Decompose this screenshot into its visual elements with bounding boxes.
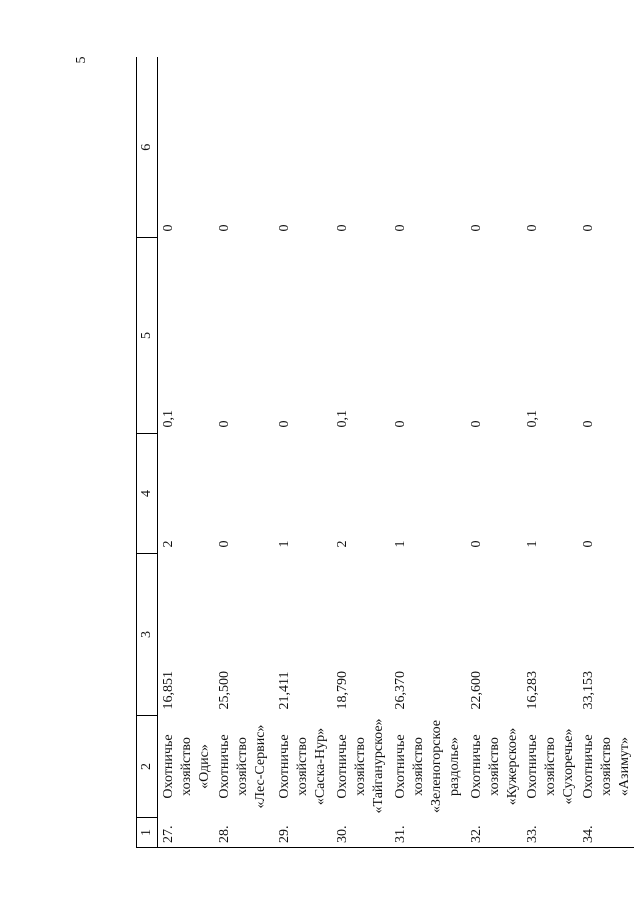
row-name: Охотничье хозяйство «Тайганурское» <box>335 718 386 814</box>
row-value-col5: 0,1 <box>161 410 176 428</box>
row-value-col4: 0 <box>469 540 484 548</box>
row-value-col5: 0 <box>393 420 408 428</box>
row-value-col4: 1 <box>277 540 292 548</box>
header-cell: 4 <box>137 434 158 554</box>
row-number: 31. <box>390 818 466 848</box>
row-value-col4: 2 <box>161 540 176 548</box>
row-name: Охотничье хозяйство «Лес-Сервис» <box>217 724 268 809</box>
row-name: Охотничье хозяйство «Зеленогорское раздолье» <box>393 720 462 814</box>
row-value-col5: 0 <box>469 420 484 428</box>
row-value-col5: 0 <box>277 420 292 428</box>
row-name: Охотничье хозяйство «Сухоречье» <box>525 728 576 805</box>
page-number: 5 <box>74 56 89 64</box>
row-value-col4: 1 <box>393 540 408 548</box>
row-value-col4: 0 <box>217 540 232 548</box>
header-cell: 2 <box>137 716 158 818</box>
row-value-col6: 0 <box>217 224 232 232</box>
row-number: 34. <box>578 818 634 848</box>
table-row <box>158 58 215 848</box>
data-table-rotated <box>136 58 636 848</box>
row-value-col6: 0 <box>581 224 596 232</box>
row-value-col3: 25,500 <box>217 671 232 710</box>
row-value-col3: 16,851 <box>161 671 176 710</box>
row-number: 27. <box>158 818 215 848</box>
row-number: 33. <box>522 818 578 848</box>
row-number: 30. <box>332 818 390 848</box>
row-value-col5: 0 <box>217 420 232 428</box>
table-row <box>522 58 578 848</box>
row-value-col4: 1 <box>525 540 540 548</box>
row-name: Охотничье хозяйство «Кужерское» <box>469 727 520 806</box>
row-number: 28. <box>214 818 274 848</box>
row-value-col6: 0 <box>525 224 540 232</box>
table-row <box>214 58 274 848</box>
table-row <box>274 58 332 848</box>
table-row <box>466 58 522 848</box>
row-number: 32. <box>466 818 522 848</box>
row-name: Охотничье хозяйство «Азимут» <box>581 734 632 799</box>
header-cell: 6 <box>137 58 158 238</box>
row-value-col5: 0,1 <box>335 410 350 428</box>
row-number: 29. <box>274 818 332 848</box>
row-value-col6: 0 <box>277 224 292 232</box>
data-table <box>136 58 634 849</box>
row-value-col5: 0 <box>581 420 596 428</box>
header-cell: 1 <box>137 818 158 848</box>
row-value-col3: 21,411 <box>277 671 292 710</box>
row-value-col5: 0,1 <box>525 410 540 428</box>
row-name: Охотничье хозяйство «Саска-Нур» <box>277 727 328 806</box>
table-header-row <box>137 58 158 848</box>
header-cell: 3 <box>137 554 158 716</box>
row-name: Охотничье хозяйство «Одис» <box>161 734 212 799</box>
table-row <box>332 58 390 848</box>
row-value-col4: 2 <box>335 540 350 548</box>
table-row <box>390 58 466 848</box>
row-value-col3: 33,153 <box>581 671 596 710</box>
row-value-col6: 0 <box>469 224 484 232</box>
table-row <box>578 58 634 848</box>
header-cell: 5 <box>137 238 158 434</box>
row-value-col6: 0 <box>335 224 350 232</box>
row-value-col6: 0 <box>393 224 408 232</box>
row-value-col6: 0 <box>161 224 176 232</box>
row-value-col4: 0 <box>581 540 596 548</box>
row-value-col3: 16,283 <box>525 671 540 710</box>
row-value-col3: 22,600 <box>469 671 484 710</box>
row-value-col3: 26,370 <box>393 671 408 710</box>
row-value-col3: 18,790 <box>335 671 350 710</box>
